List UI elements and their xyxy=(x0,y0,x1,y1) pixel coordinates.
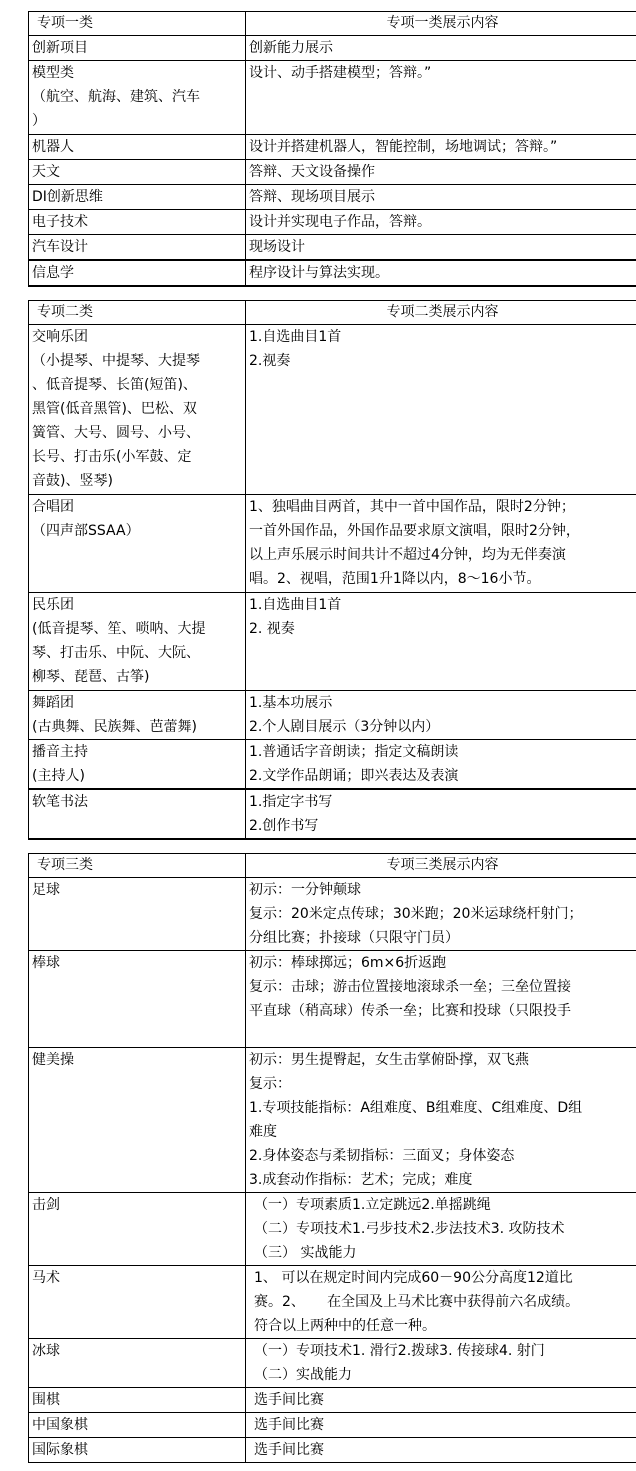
item-content-cell: （一）专项技术1. 滑行2.拨球3. 传接球4. 射门 （二）实战能力 xyxy=(246,1339,636,1388)
item-name-cell: 创新项目 xyxy=(29,36,246,61)
item-name-cell: 软笔书法 xyxy=(29,789,246,839)
item-name-cell: 中国象棋 xyxy=(29,1413,246,1438)
table-header-row xyxy=(29,854,636,878)
header-category: 专项二类 xyxy=(29,301,246,325)
item-name-cell: 健美操 xyxy=(29,1048,246,1193)
item-content-cell: 1、独唱曲目两首，其中一首中国作品，限时2分钟； 一首外国作品，外国作品要求原文演唱，限时2分钟， 以上声乐展示时间共计不超过4分钟，均为无伴奏演 唱。2、视唱，范围1升1降以内，8～16小节。 xyxy=(246,495,636,593)
item-name-cell: 足球 xyxy=(29,878,246,951)
table-row xyxy=(29,1388,636,1413)
table-row xyxy=(29,1048,636,1193)
header-content: 专项二类展示内容 xyxy=(246,301,636,325)
item-name-cell: DI创新思维 xyxy=(29,185,246,210)
table-row xyxy=(29,325,636,495)
header-content: 专项三类展示内容 xyxy=(246,854,636,878)
item-content-cell: 程序设计与算法实现。 xyxy=(246,260,636,286)
table-row xyxy=(29,593,636,691)
item-name-cell: 舞蹈团 (古典舞、民族舞、芭蕾舞) xyxy=(29,691,246,740)
table-row xyxy=(29,235,636,261)
item-content-cell: 选手间比赛 xyxy=(246,1413,636,1438)
item-content-cell: 1.基本功展示 2.个人剧目展示（3分钟以内） xyxy=(246,691,636,740)
item-name-cell: 汽车设计 xyxy=(29,235,246,261)
item-content-cell: （一）专项素质1.立定跳远2.单摇跳绳 （二）专项技术1.弓步技术2.步法技术3. 攻防技术 （三） 实战能力 xyxy=(246,1193,636,1266)
item-name-cell: 模型类 （航空、航海、建筑、汽车 ） xyxy=(29,61,246,135)
table-row xyxy=(29,160,636,185)
item-content-cell: 初示：棒球掷远；6m×6折返跑 复示：击球；游击位置接地滚球杀一垒；三垒位置接 平直球（稍高球）传杀一垒；比赛和投球（只限投手 xyxy=(246,951,636,1048)
table-row xyxy=(29,1413,636,1438)
table-row xyxy=(29,1339,636,1388)
item-name-cell: 机器人 xyxy=(29,135,246,160)
item-content-cell: 1、 可以在规定时间内完成60－90公分高度12道比 赛。2、 在全国及上马术比赛中获得前六名成绩。 符合以上两种中的任意一种。 xyxy=(246,1266,636,1339)
table-special-category-3 xyxy=(28,853,636,1463)
header-category: 专项三类 xyxy=(29,854,246,878)
table-row xyxy=(29,1266,636,1339)
item-name-cell: 国际象棋 xyxy=(29,1438,246,1463)
item-content-cell: 答辩、天文设备操作 xyxy=(246,160,636,185)
item-name-cell: 天文 xyxy=(29,160,246,185)
item-content-cell: 设计并搭建机器人，智能控制，场地调试；答辩。” xyxy=(246,135,636,160)
item-content-cell: 1.自选曲目1首 2. 视奏 xyxy=(246,593,636,691)
item-content-cell: 1.指定字书写 2.创作书写 xyxy=(246,789,636,839)
item-name-cell: 交响乐团 （小提琴、中提琴、大提琴 、低音提琴、长笛(短笛)、 黑管(低音黑管)、巴松、双 簧管、大号、圆号、小号、 长号、打击乐(小军鼓、定 音鼓)、竖琴) xyxy=(29,325,246,495)
header-content: 专项一类展示内容 xyxy=(246,12,636,36)
item-content-cell: 初示：一分钟颠球 复示：20米定点传球；30米跑；20米运球绕杆射门； 分组比赛；扑接球（只限守门员） xyxy=(246,878,636,951)
item-name-cell: 击剑 xyxy=(29,1193,246,1266)
item-content-cell: 设计并实现电子作品，答辩。 xyxy=(246,210,636,235)
table-row xyxy=(29,260,636,286)
table-row xyxy=(29,1438,636,1463)
item-content-cell: 答辩、现场项目展示 xyxy=(246,185,636,210)
item-content-cell: 初示：男生提臀起，女生击掌俯卧撑，双飞燕 复示： 1.专项技能指标：A组难度、B组难度、C组难度、D组 难度 2.身体姿态与柔韧指标：三面叉；身体姿态 3.成套动作指标：艺术；完成；难度 xyxy=(246,1048,636,1193)
item-content-cell: 设计、动手搭建模型；答辩。” xyxy=(246,61,636,135)
item-name-cell: 合唱团 （四声部SSAA） xyxy=(29,495,246,593)
table-row xyxy=(29,61,636,135)
table-row xyxy=(29,740,636,790)
table-row xyxy=(29,495,636,593)
table-row xyxy=(29,1193,636,1266)
item-content-cell: 1.普通话字音朗读；指定文稿朗读 2.文学作品朗诵；即兴表达及表演 xyxy=(246,740,636,790)
table-special-category-2 xyxy=(28,300,636,840)
table-row xyxy=(29,210,636,235)
item-content-cell: 创新能力展示 xyxy=(246,36,636,61)
item-name-cell: 信息学 xyxy=(29,260,246,286)
item-name-cell: 马术 xyxy=(29,1266,246,1339)
item-content-cell: 1.自选曲目1首 2.视奏 xyxy=(246,325,636,495)
table-row xyxy=(29,878,636,951)
table-row xyxy=(29,135,636,160)
table-header-row xyxy=(29,301,636,325)
item-content-cell: 现场设计 xyxy=(246,235,636,261)
item-name-cell: 棒球 xyxy=(29,951,246,1048)
table-special-category-1 xyxy=(28,11,636,287)
item-content-cell: 选手间比赛 xyxy=(246,1388,636,1413)
item-name-cell: 播音主持 (主持人) xyxy=(29,740,246,790)
item-name-cell: 围棋 xyxy=(29,1388,246,1413)
table-row xyxy=(29,36,636,61)
header-category: 专项一类 xyxy=(29,12,246,36)
item-name-cell: 民乐团 (低音提琴、笙、唢呐、大提 琴、打击乐、中阮、大阮、 柳琴、琵琶、古筝) xyxy=(29,593,246,691)
table-header-row xyxy=(29,12,636,36)
item-name-cell: 冰球 xyxy=(29,1339,246,1388)
table-row xyxy=(29,185,636,210)
item-name-cell: 电子技术 xyxy=(29,210,246,235)
table-row xyxy=(29,951,636,1048)
table-row xyxy=(29,789,636,839)
table-row xyxy=(29,691,636,740)
item-content-cell: 选手间比赛 xyxy=(246,1438,636,1463)
